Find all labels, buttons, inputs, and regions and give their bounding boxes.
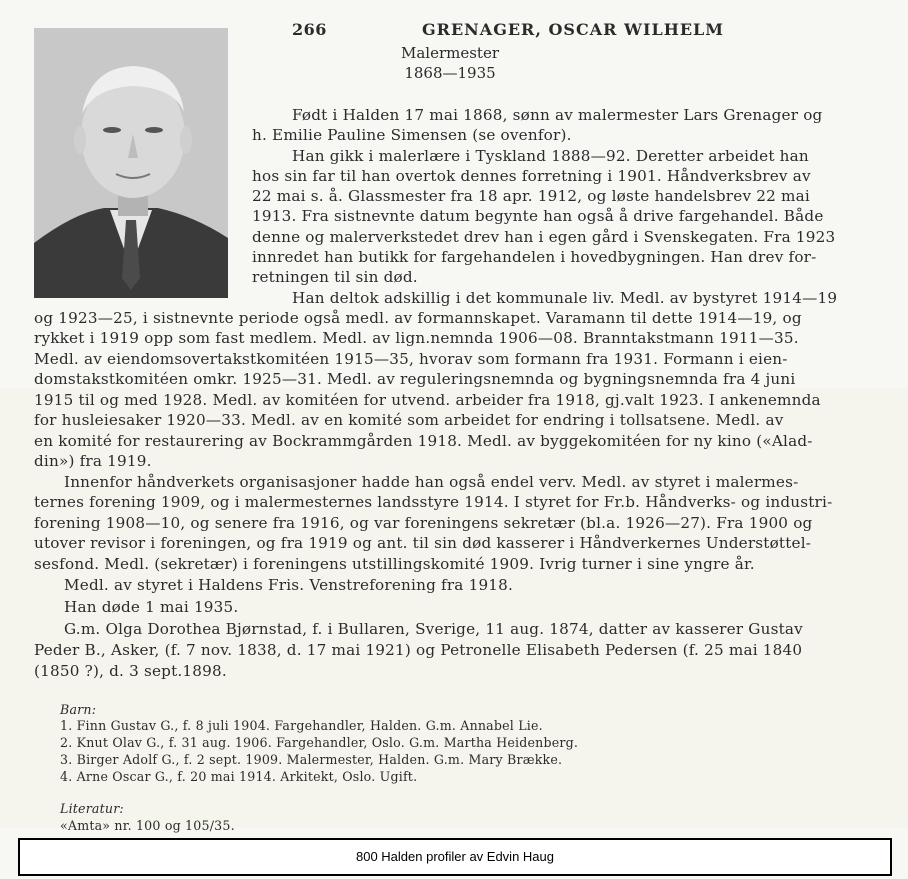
person-years: 1868—1935 (404, 64, 496, 82)
body-line: 1915 til og med 1928. Medl. av komitéen for utvend. arbeider fra 1918, gj.valt 1923. I ankenemnda (34, 391, 821, 409)
person-title: Malermester (400, 44, 500, 62)
body-line: retningen til sin død. (252, 268, 418, 286)
person-name: GRENAGER, OSCAR WILHELM (422, 20, 724, 39)
body-line: og 1923—25, i sistnevnte periode også medl. av formannskapet. Varamann til dette 1914—19, og (34, 309, 802, 327)
body-line: ternes forening 1909, og i malermesternes landsstyre 1914. I styret for Fr.b. Håndverks- og industri- (34, 493, 833, 511)
body-line: din») fra 1919. (34, 452, 152, 470)
body-line: Medl. av styret i Haldens Fris. Venstreforening fra 1918. (64, 576, 514, 594)
page-number: 266 (292, 20, 327, 39)
body-line: innredet han butikk for fargehandelen i hovedbygningen. Han drev for- (252, 248, 817, 266)
body-line: for husleiesaker 1920—33. Medl. av en komité som arbeidet for endring i tollsatsene. Medl. av (34, 411, 784, 429)
body-line: h. Emilie Pauline Simensen (se ovenfor). (252, 126, 572, 144)
child-entry: 1. Finn Gustav G., f. 8 juli 1904. Fargehandler, Halden. G.m. Annabel Lie. (60, 718, 543, 733)
caption-box: 800 Halden profiler av Edvin Haug (18, 838, 892, 876)
child-entry: 3. Birger Adolf G., f. 2 sept. 1909. Malermester, Halden. G.m. Mary Brække. (60, 752, 563, 767)
body-line: domstakstkomitéen omkr. 1925—31. Medl. av reguleringsnemnda og bygningsnemnda fra 4 juni (34, 370, 796, 388)
literature-entry: «Amta» nr. 100 og 105/35. (60, 818, 235, 833)
body-line: Innenfor håndverkets organisasjoner hadde han også endel verv. Medl. av styret i malermes- (64, 473, 799, 491)
child-entry: 4. Arne Oscar G., f. 20 mai 1914. Arkitekt, Oslo. Ugift. (60, 769, 418, 784)
body-line: Peder B., Asker, (f. 7 nov. 1838, d. 17 mai 1921) og Petronelle Elisabeth Pedersen (f. 25 mai 1840 (34, 641, 803, 659)
body-line: Han døde 1 mai 1935. (64, 598, 239, 616)
body-line: 1913. Fra sistnevnte datum begynte han også å drive fargehandel. Både (252, 207, 824, 225)
child-entry: 2. Knut Olav G., f. 31 aug. 1906. Fargehandler, Oslo. G.m. Martha Heidenberg. (60, 735, 579, 750)
literature-label: Literatur: (60, 801, 124, 816)
body-line: Han gikk i malerlære i Tyskland 1888—92. Deretter arbeidet han (292, 147, 809, 165)
body-line: sesfond. Medl. (sekretær) i foreningens utstillingskomité 1909. Ivrig turner i sine yngre år. (34, 555, 755, 573)
body-line: hos sin far til han overtok dennes forretning i 1901. Håndverksbrev av (252, 167, 811, 185)
body-line: Født i Halden 17 mai 1868, sønn av malermester Lars Grenager og (292, 106, 823, 124)
body-line: 22 mai s. å. Glassmester fra 18 apr. 1912, og løste handelsbrev 22 mai (252, 187, 810, 205)
body-line: denne og malerverkstedet drev han i egen gård i Svenskegaten. Fra 1923 (252, 228, 836, 246)
children-label: Barn: (60, 702, 97, 717)
body-line: G.m. Olga Dorothea Bjørnstad, f. i Bullaren, Sverige, 11 aug. 1874, datter av kasserer Gustav (64, 620, 803, 638)
body-line: utover revisor i foreningen, og fra 1919 og ant. til sin død kasserer i Håndverkernes Understøttel- (34, 534, 812, 552)
body-line: (1850 ?), d. 3 sept.1898. (34, 662, 227, 680)
body-line: rykket i 1919 opp som fast medlem. Medl. av lign.nemnda 1906—08. Branntakstmann 1911—35. (34, 329, 799, 347)
body-line: Han deltok adskillig i det kommunale liv. Medl. av bystyret 1914—19 (292, 289, 838, 307)
body-line: forening 1908—10, og senere fra 1916, og var foreningens sekretær (bl.a. 1926—27). Fra 1900 og (34, 514, 813, 532)
body-line: Medl. av eiendomsovertakstkomitéen 1915—35, hvorav som formann fra 1931. Formann i eien- (34, 350, 788, 368)
body-line: en komité for restaurering av Bockrammgården 1918. Medl. av byggekomitéen for ny kino («Alad- (34, 432, 813, 450)
